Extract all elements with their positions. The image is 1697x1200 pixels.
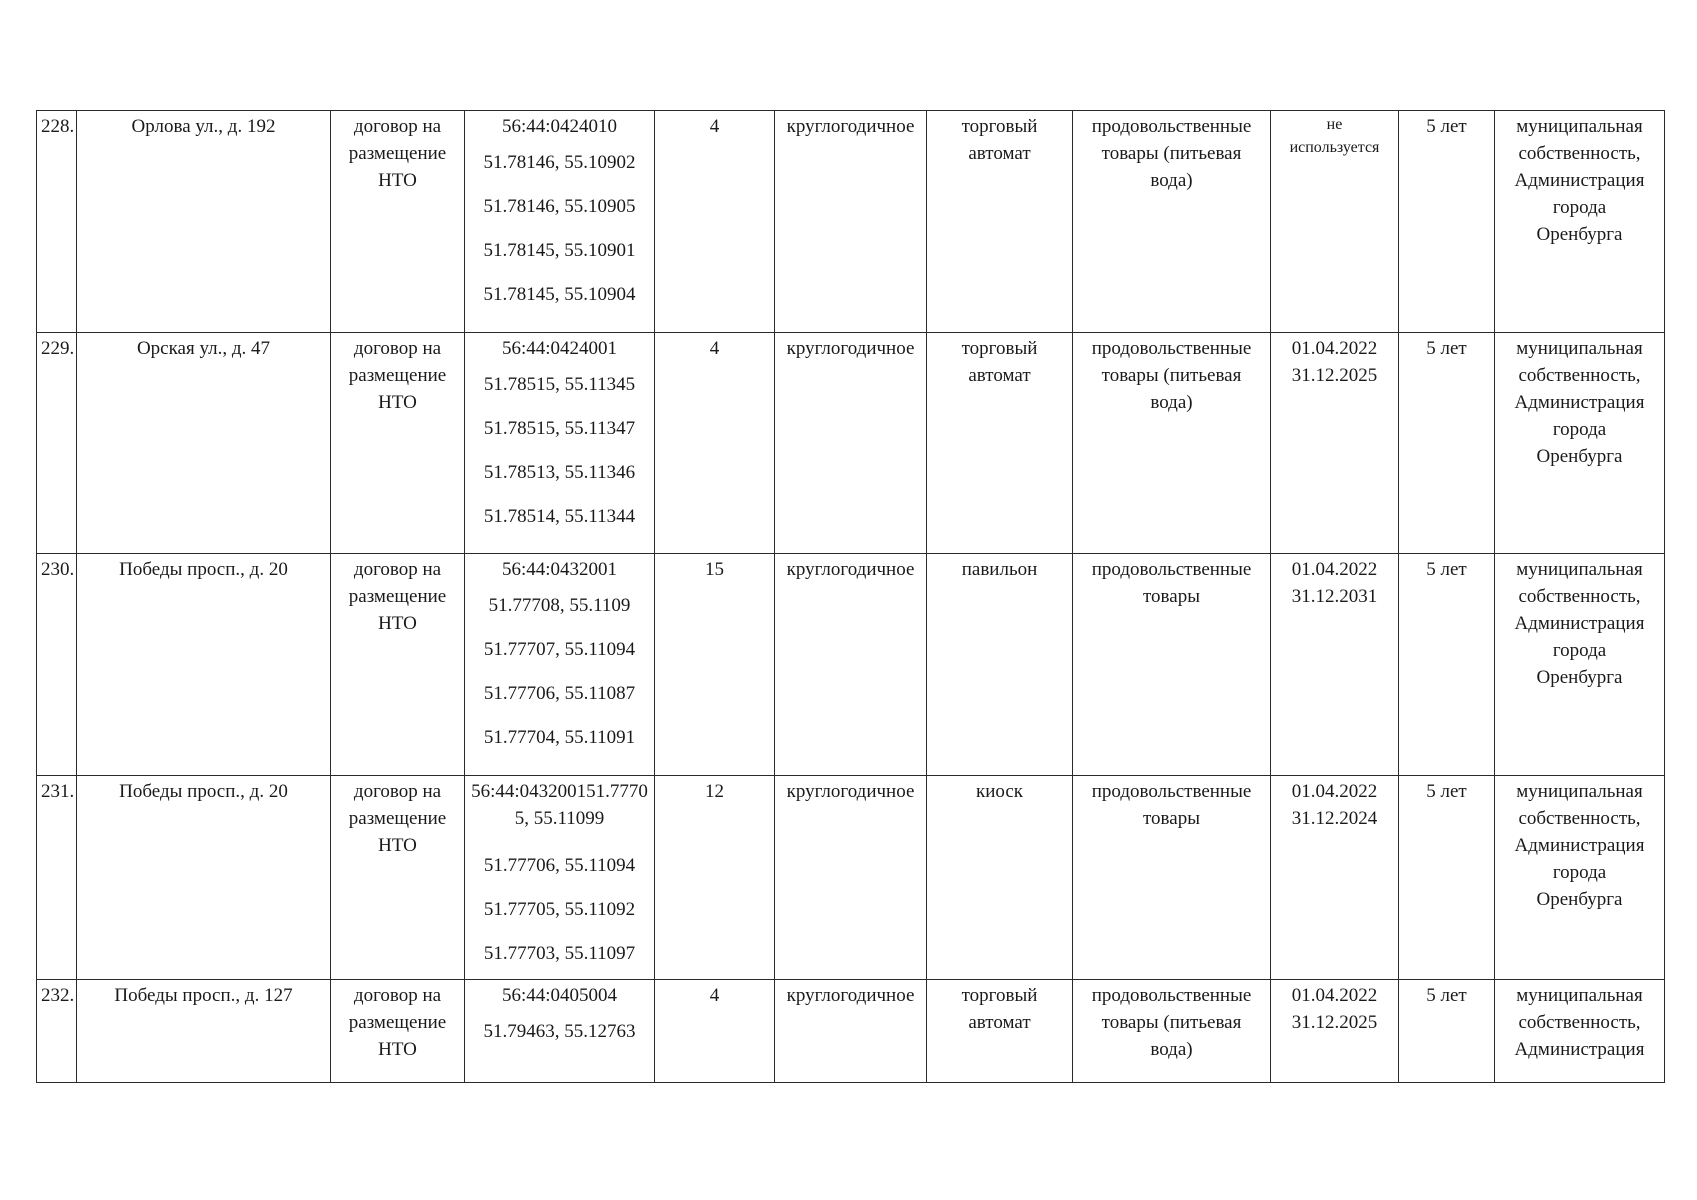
specialization-cell: продовольственные товары (питьевая вода) [1073,333,1271,554]
address-cell: Победы просп., д. 20 [77,776,331,980]
address-cell: Победы просп., д. 127 [77,980,331,1083]
coordinates-cell: 56:44:043200151.77705, 55.11099 51.77706, 55.11094 51.77705, 55.11092 51.77703, 55.11097 [465,776,655,980]
coordinates-cell: 56:44:0405004 51.79463, 55.12763 [465,980,655,1083]
season-cell: круглогодичное [775,776,927,980]
term-cell: 5 лет [1399,333,1495,554]
basis-cell: договор на размещение НТО [331,776,465,980]
row-number: 230. [37,554,77,776]
basis-cell: договор на размещение НТО [331,980,465,1083]
specialization-cell: продовольственные товары (питьевая вода) [1073,111,1271,333]
address-cell: Победы просп., д. 20 [77,554,331,776]
specialization-cell: продовольственные товары (питьевая вода) [1073,980,1271,1083]
owner-cell: муниципальная собственность, Администрация города Оренбурга [1495,111,1665,333]
coordinates-cell: 56:44:0424001 51.78515, 55.11345 51.78515, 55.11347 51.78513, 55.11346 51.78514, 55.11344 [465,333,655,554]
object-type-cell: киоск [927,776,1073,980]
basis-cell: договор на размещение НТО [331,333,465,554]
period-cell: 01.04.2022 31.12.2031 [1271,554,1399,776]
table-row [37,776,1665,980]
cadastral-number: 56:44:0405004 [501,985,618,1006]
period-cell: 01.04.2022 31.12.2024 [1271,776,1399,980]
owner-cell: муниципальная собственность, Администрация города Оренбурга [1495,776,1665,980]
row-number: 229. [37,333,77,554]
area-cell: 4 [655,333,775,554]
cadastral-number: 56:44:0424001 [501,338,618,359]
object-type-cell: торговый автомат [927,111,1073,333]
basis-cell: договор на размещение НТО [331,554,465,776]
cadastral-number: 56:44:043200151.77705, 55.11099 [471,781,648,829]
basis-cell: договор на размещение НТО [331,111,465,333]
period-cell: 01.04.2022 31.12.2025 [1271,333,1399,554]
season-cell: круглогодичное [775,554,927,776]
specialization-cell: продовольственные товары [1073,554,1271,776]
season-cell: круглогодичное [775,333,927,554]
table-row [37,111,1665,333]
term-cell: 5 лет [1399,111,1495,333]
row-number: 228. [37,111,77,333]
row-number: 231. [37,776,77,980]
row-number: 232. [37,980,77,1083]
address-cell: Орская ул., д. 47 [77,333,331,554]
owner-cell: муниципальная собственность, Администрация города Оренбурга [1495,554,1665,776]
season-cell: круглогодичное [775,111,927,333]
address-cell: Орлова ул., д. 192 [77,111,331,333]
cadastral-number: 56:44:0424010 [501,116,618,137]
object-type-cell: торговый автомат [927,980,1073,1083]
table-row [37,554,1665,776]
term-cell: 5 лет [1399,776,1495,980]
coordinates-cell: 56:44:0432001 51.77708, 55.1109 51.77707, 55.11094 51.77706, 55.11087 51.77704, 55.11091 [465,554,655,776]
owner-cell: муниципальная собственность, Администрация города Оренбурга [1495,333,1665,554]
object-type-cell: торговый автомат [927,333,1073,554]
season-cell: круглогодичное [775,980,927,1083]
period-cell: 01.04.2022 31.12.2025 [1271,980,1399,1083]
table-row [37,333,1665,554]
period-cell: не используется [1271,111,1399,333]
area-cell: 4 [655,111,775,333]
document-page [36,110,1665,1083]
term-cell: 5 лет [1399,980,1495,1083]
term-cell: 5 лет [1399,554,1495,776]
cadastral-number: 56:44:0432001 [501,559,618,580]
table-row [37,980,1665,1083]
area-cell: 15 [655,554,775,776]
specialization-cell: продовольственные товары [1073,776,1271,980]
coordinates-cell: 56:44:0424010 51.78146, 55.10902 51.78146, 55.10905 51.78145, 55.10901 51.78145, 55.10904 [465,111,655,333]
nto-placement-table [36,110,1665,1083]
area-cell: 12 [655,776,775,980]
area-cell: 4 [655,980,775,1083]
owner-cell: муниципальная собственность, Администрация [1495,980,1665,1083]
object-type-cell: павильон [927,554,1073,776]
